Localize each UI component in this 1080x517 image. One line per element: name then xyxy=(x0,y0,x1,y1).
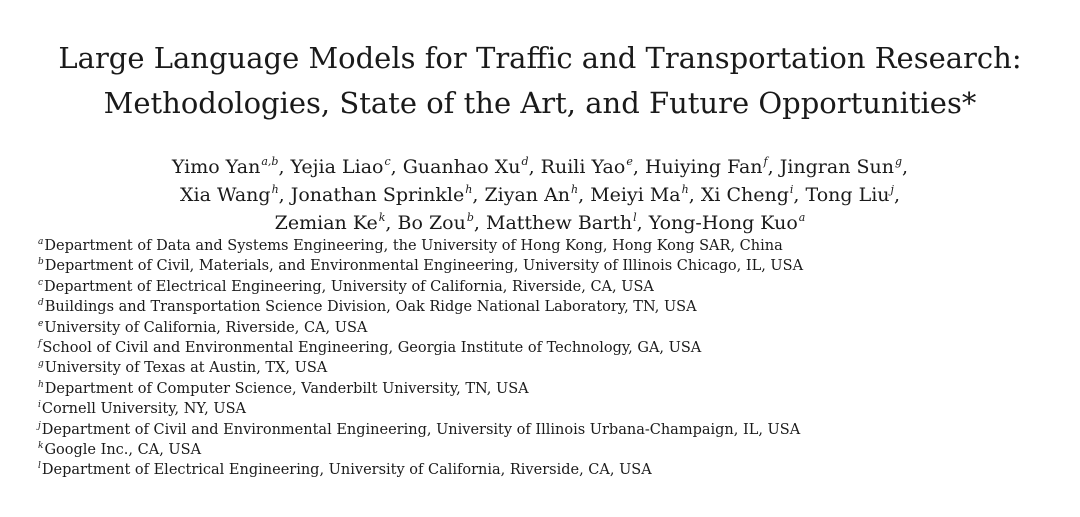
affiliation-key: f xyxy=(38,339,42,350)
affiliation-key: a xyxy=(38,237,44,247)
author-separator: , xyxy=(578,184,591,206)
author-separator: , xyxy=(528,156,541,178)
affiliation-key: i xyxy=(38,400,41,411)
author-name xyxy=(541,156,633,178)
affiliation-text: Cornell University, NY, USA xyxy=(41,401,246,418)
affiliation-text: Buildings and Transportation Science Division, Oak Ridge National Laboratory, TN, USA xyxy=(44,299,697,316)
affiliation-text: Department of Data and Systems Engineering, the University of Hong Kong, Hong Kong SAR, China xyxy=(44,238,783,254)
author-affiliation-marker: j xyxy=(890,183,894,196)
author-affiliation-marker: g xyxy=(894,155,903,168)
author-name xyxy=(780,156,902,178)
affiliation-text: University of Texas at Austin, TX, USA xyxy=(44,360,328,377)
author-name-text: Tong Liu xyxy=(805,184,890,206)
affiliation-item xyxy=(38,420,1048,440)
author-separator: , xyxy=(385,212,398,234)
author-name-text: Huiying Fan xyxy=(644,156,763,178)
author-line-1 xyxy=(0,152,1080,182)
affiliation-item xyxy=(38,318,1048,338)
author-name xyxy=(649,212,806,234)
author-line-2 xyxy=(0,180,1080,210)
affiliation-text: University of California, Riverside, CA, USA xyxy=(44,319,368,336)
author-name xyxy=(275,212,386,234)
affiliation-item xyxy=(38,277,1048,297)
author-name-text: Ruili Yao xyxy=(540,156,626,178)
affiliation-item xyxy=(38,460,1048,480)
affiliation-key: e xyxy=(38,318,44,329)
author-affiliation-marker: d xyxy=(521,155,529,168)
author-name-text: Yong-Hong Kuo xyxy=(648,212,798,234)
author-name xyxy=(398,212,474,234)
affiliation-item xyxy=(38,379,1048,399)
affiliation-text: Department of Computer Science, Vanderbilt University, TN, USA xyxy=(44,380,529,397)
author-name-text: Zemian Ke xyxy=(274,212,378,234)
author-name xyxy=(806,184,894,206)
affiliation-text: Department of Electrical Engineering, University of California, Riverside, CA, USA xyxy=(41,462,652,479)
author-name xyxy=(645,156,768,178)
affiliation-item xyxy=(38,256,1048,276)
author-affiliation-marker: h xyxy=(271,183,279,196)
author-name-text: Yimo Yan xyxy=(171,156,261,178)
author-name xyxy=(701,184,794,206)
author-separator: , xyxy=(473,212,486,234)
affiliation-key: l xyxy=(38,461,41,472)
author-name-text: Xi Cheng xyxy=(700,184,789,206)
author-name-text: Ziyan An xyxy=(484,184,571,206)
author-name-text: Guanhao Xu xyxy=(402,156,521,178)
author-affiliation-marker: h xyxy=(681,183,689,196)
author-affiliation-marker: c xyxy=(384,155,391,168)
paper-title-line-2: Methodologies, State of the Art, and Future Opportunities* xyxy=(103,86,977,120)
author-name-text: Meiyi Ma xyxy=(590,184,681,206)
author-separator: , xyxy=(902,156,909,178)
affiliation-key: g xyxy=(38,359,44,370)
author-name xyxy=(590,184,689,206)
author-separator: , xyxy=(893,184,900,206)
affiliation-item xyxy=(38,399,1048,419)
author-affiliation-marker: l xyxy=(633,211,637,224)
author-separator: , xyxy=(390,156,403,178)
affiliation-text: Department of Electrical Engineering, University of California, Riverside, CA, USA xyxy=(44,278,654,295)
affiliation-key: c xyxy=(38,277,44,288)
affiliation-key: b xyxy=(38,257,44,268)
author-name xyxy=(486,212,637,234)
author-separator: , xyxy=(767,156,780,178)
author-name-text: Jonathan Sprinkle xyxy=(290,184,465,206)
author-name xyxy=(484,184,578,206)
author-name-text: Xia Wang xyxy=(179,184,271,206)
author-affiliation-marker: h xyxy=(571,183,579,196)
affiliation-text: School of Civil and Environmental Engineering, Georgia Institute of Technology, GA, USA xyxy=(42,340,702,357)
affiliation-text: Department of Civil, Materials, and Environmental Engineering, University of Illinois Chicago, IL, USA xyxy=(44,258,804,275)
author-separator: , xyxy=(793,184,806,206)
author-name xyxy=(291,184,473,206)
affiliation-key: k xyxy=(38,441,44,452)
author-name xyxy=(291,156,391,178)
author-affiliation-marker: b xyxy=(466,211,474,224)
author-separator: , xyxy=(636,212,649,234)
author-separator: , xyxy=(688,184,701,206)
affiliation-key: h xyxy=(38,379,44,390)
author-name xyxy=(403,156,529,178)
author-name-text: Bo Zou xyxy=(397,212,466,234)
author-name-text: Jingran Sun xyxy=(779,156,894,178)
author-affiliation-marker: a,b xyxy=(261,155,279,168)
author-separator: , xyxy=(278,184,291,206)
affiliation-key: j xyxy=(38,420,41,431)
author-affiliation-marker: i xyxy=(789,183,794,196)
paper-title-line-1: Large Language Models for Traffic and Transportation Research: xyxy=(58,41,1022,75)
affiliation-text: Google Inc., CA, USA xyxy=(44,442,202,459)
affiliation-item xyxy=(38,338,1048,358)
affiliation-item xyxy=(38,440,1048,460)
author-name xyxy=(172,156,279,178)
affiliation-item xyxy=(38,358,1048,378)
author-name-text: Yejia Liao xyxy=(290,156,384,178)
author-affiliation-marker: a xyxy=(798,211,806,224)
author-separator: , xyxy=(472,184,485,206)
affiliation-item xyxy=(38,236,1048,256)
affiliation-text: Department of Civil and Environmental Engineering, University of Illinois Urbana-Champaign, IL, USA xyxy=(41,421,801,438)
author-name-text: Matthew Barth xyxy=(485,212,633,234)
author-affiliation-marker: e xyxy=(626,155,633,168)
affiliation-list xyxy=(38,236,1048,481)
author-line-3 xyxy=(0,208,1080,238)
author-name xyxy=(180,184,279,206)
affiliation-item xyxy=(38,297,1048,317)
author-affiliation-marker: h xyxy=(465,183,473,196)
author-separator: , xyxy=(278,156,291,178)
author-affiliation-marker: f xyxy=(763,155,768,168)
author-separator: , xyxy=(632,156,645,178)
affiliation-key: d xyxy=(38,298,44,309)
author-affiliation-marker: k xyxy=(378,211,386,224)
